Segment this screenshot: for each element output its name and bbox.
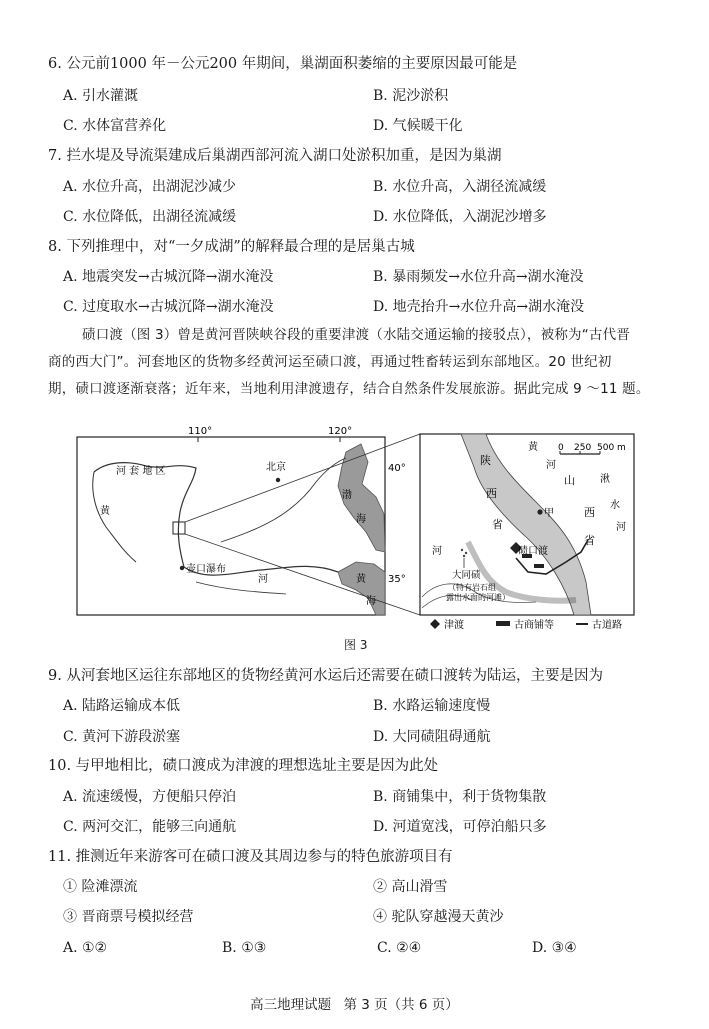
question-11-item-3: ③ 晋商票号模拟经营 <box>63 909 194 925</box>
scale-250: 250 <box>574 443 592 453</box>
question-7-option-c: C. 水位降低，出湖径流减缓 <box>63 209 237 225</box>
question-11-option-c: C. ②④ <box>377 940 422 956</box>
figure-3-map <box>76 422 636 632</box>
main-map-frame <box>77 437 385 615</box>
footer-page-number: 第 3 页（共 6 页） <box>343 997 459 1013</box>
question-6-option-b: B. 泥沙淤积 <box>373 88 449 104</box>
datong-label: 大同碛 <box>452 570 481 581</box>
reading-passage <box>48 322 678 403</box>
page-footer <box>0 993 709 1013</box>
hukou-marker <box>180 566 184 570</box>
inset-xi-label: 西 <box>486 487 497 500</box>
question-8-option-c: C. 过度取水→古城沉降→湖水淹没 <box>63 299 274 315</box>
question-8-option-b: B. 暴雨频发→水位升高→湖水淹没 <box>373 269 584 285</box>
inset-hushui-label: 湫 <box>600 474 610 485</box>
bohai-label-2: 海 <box>356 514 366 525</box>
hukou-label: 壶口瀑布 <box>186 564 226 575</box>
question-8-option-a: A. 地震突发→古城沉降→湖水淹没 <box>63 269 274 285</box>
question-7-stem: 7. 拦水堤及导流渠建成后巢湖西部河流入湖口处淤积加重，是因为巢湖 <box>48 148 502 164</box>
he-label: 河 <box>258 574 268 585</box>
hetao-label: 河 套 地 区 <box>116 466 166 477</box>
inset-xi2-label: 西 <box>584 506 595 519</box>
datong-dot-1 <box>461 549 463 551</box>
scale-0: 0 <box>558 443 564 453</box>
question-9-option-b: B. 水路运输速度慢 <box>373 698 491 714</box>
huanghai-label-2: 海 <box>366 596 376 607</box>
qikou-label: 碛口渡 <box>518 546 548 557</box>
map-svg <box>76 422 636 632</box>
inset-he-label: 河 <box>546 460 556 471</box>
inset-shaan-label: 陕 <box>480 454 491 467</box>
inset-he2-label: 河 <box>616 522 626 533</box>
passage-line-2: 商的西大门”。河套地区的货物多经黄河运至碛口渡，再通过牲畜转运到东部地区。20 世纪初 <box>48 354 612 370</box>
datong-dot-2 <box>465 552 467 554</box>
legend-shop-label: 古商铺等 <box>514 620 554 631</box>
ancient-shop-2 <box>534 564 544 568</box>
question-10-option-b: B. 商铺集中，利于货物集散 <box>373 789 547 805</box>
question-6-stem: 6. 公元前1000 年－公元200 年期间，巢湖面积萎缩的主要原因最可能是 <box>48 56 518 72</box>
lat-label-35: 35° <box>388 574 406 585</box>
question-6-option-c: C. 水体富营养化 <box>63 118 167 134</box>
question-9-option-d: D. 大同碛阻碍通航 <box>373 729 491 745</box>
datong-note-1: （特有岩石组 <box>448 583 496 592</box>
huanghai-label-1: 黄 <box>356 574 366 585</box>
legend-ferry-label: 津渡 <box>444 620 464 631</box>
passage-line-1: 碛口渡（图 3）曾是黄河晋陕峡谷段的重要津渡（水陆交通运输的接驳点），被称为“古代晋 <box>82 327 631 343</box>
question-11-item-1: ① 险滩漂流 <box>63 879 138 895</box>
inset-sheng-label: 省 <box>492 518 503 531</box>
question-11-option-b: B. ①③ <box>222 940 267 956</box>
question-11-item-4: ④ 驼队穿越漫天黄沙 <box>373 909 504 925</box>
question-9-stem: 9. 从河套地区运往东部地区的货物经黄河水运后还需要在碛口渡转为陆运，主要是因为 <box>48 668 603 684</box>
inset-shan-label: 山 <box>564 474 575 487</box>
lon-label-110: 110° <box>188 426 213 437</box>
legend-shop-icon <box>496 621 510 626</box>
question-9-option-a: A. 陆路运输成本低 <box>63 698 181 714</box>
footer-title: 高三地理试题 <box>250 997 332 1013</box>
datong-note-2: 露出水面的河滩） <box>446 593 510 602</box>
question-10-option-d: D. 河道宽浅，可停泊船只多 <box>373 819 547 835</box>
question-10-stem: 10. 与甲地相比，碛口渡成为津渡的理想选址主要是因为此处 <box>48 758 439 774</box>
question-6-option-d: D. 气候暖干化 <box>373 118 463 134</box>
inset-shui-label: 水 <box>610 500 620 511</box>
beijing-label: 北京 <box>266 462 286 473</box>
lat-label-40: 40° <box>388 463 406 474</box>
inset-he-west-label: 河 <box>432 546 442 557</box>
question-10-option-c: C. 两河交汇，能够三向通航 <box>63 819 237 835</box>
question-7-option-a: A. 水位升高，出湖泥沙减少 <box>63 179 237 195</box>
question-11-item-2: ② 高山滑雪 <box>373 879 448 895</box>
legend-road-label: 古道路 <box>592 620 622 631</box>
question-7-option-b: B. 水位升高，入湖径流减缓 <box>373 179 547 195</box>
passage-line-3: 期，碛口渡逐渐衰落；近年来，当地利用津渡遗存，结合自然条件发展旅游。据此完成 9 ～11 题。 <box>48 381 650 397</box>
question-8-option-d: D. 地壳抬升→水位升高→湖水淹没 <box>373 299 585 315</box>
question-6-option-a: A. 引水灌溉 <box>63 88 139 104</box>
question-8-stem: 8. 下列推理中，对“一夕成湖”的解释最合理的是居巢古城 <box>48 239 415 255</box>
scale-500: 500 m <box>597 443 626 453</box>
legend-ferry-icon <box>430 619 440 629</box>
figure-caption: 图 3 <box>344 638 368 652</box>
question-9-option-c: C. 黄河下游段淤塞 <box>63 729 181 745</box>
question-10-option-a: A. 流速缓慢，方便船只停泊 <box>63 789 237 805</box>
lon-label-120: 120° <box>328 426 353 437</box>
question-11-option-a: A. ①② <box>63 940 108 956</box>
inset-huang-label: 黄 <box>528 442 538 453</box>
jia-label: 甲 <box>544 508 554 519</box>
bohai-label-1: 渤 <box>342 490 352 501</box>
beijing-marker <box>276 478 280 482</box>
huang-label: 黄 <box>100 506 110 517</box>
jia-marker <box>537 509 542 514</box>
question-11-stem: 11. 推测近年来游客可在碛口渡及其周边参与的特色旅游项目有 <box>48 849 453 865</box>
inset-sheng2-label: 省 <box>584 534 595 547</box>
datong-dot-3 <box>463 555 465 557</box>
question-11-option-d: D. ③④ <box>532 940 577 956</box>
question-7-option-d: D. 水位降低，入湖泥沙增多 <box>373 209 547 225</box>
